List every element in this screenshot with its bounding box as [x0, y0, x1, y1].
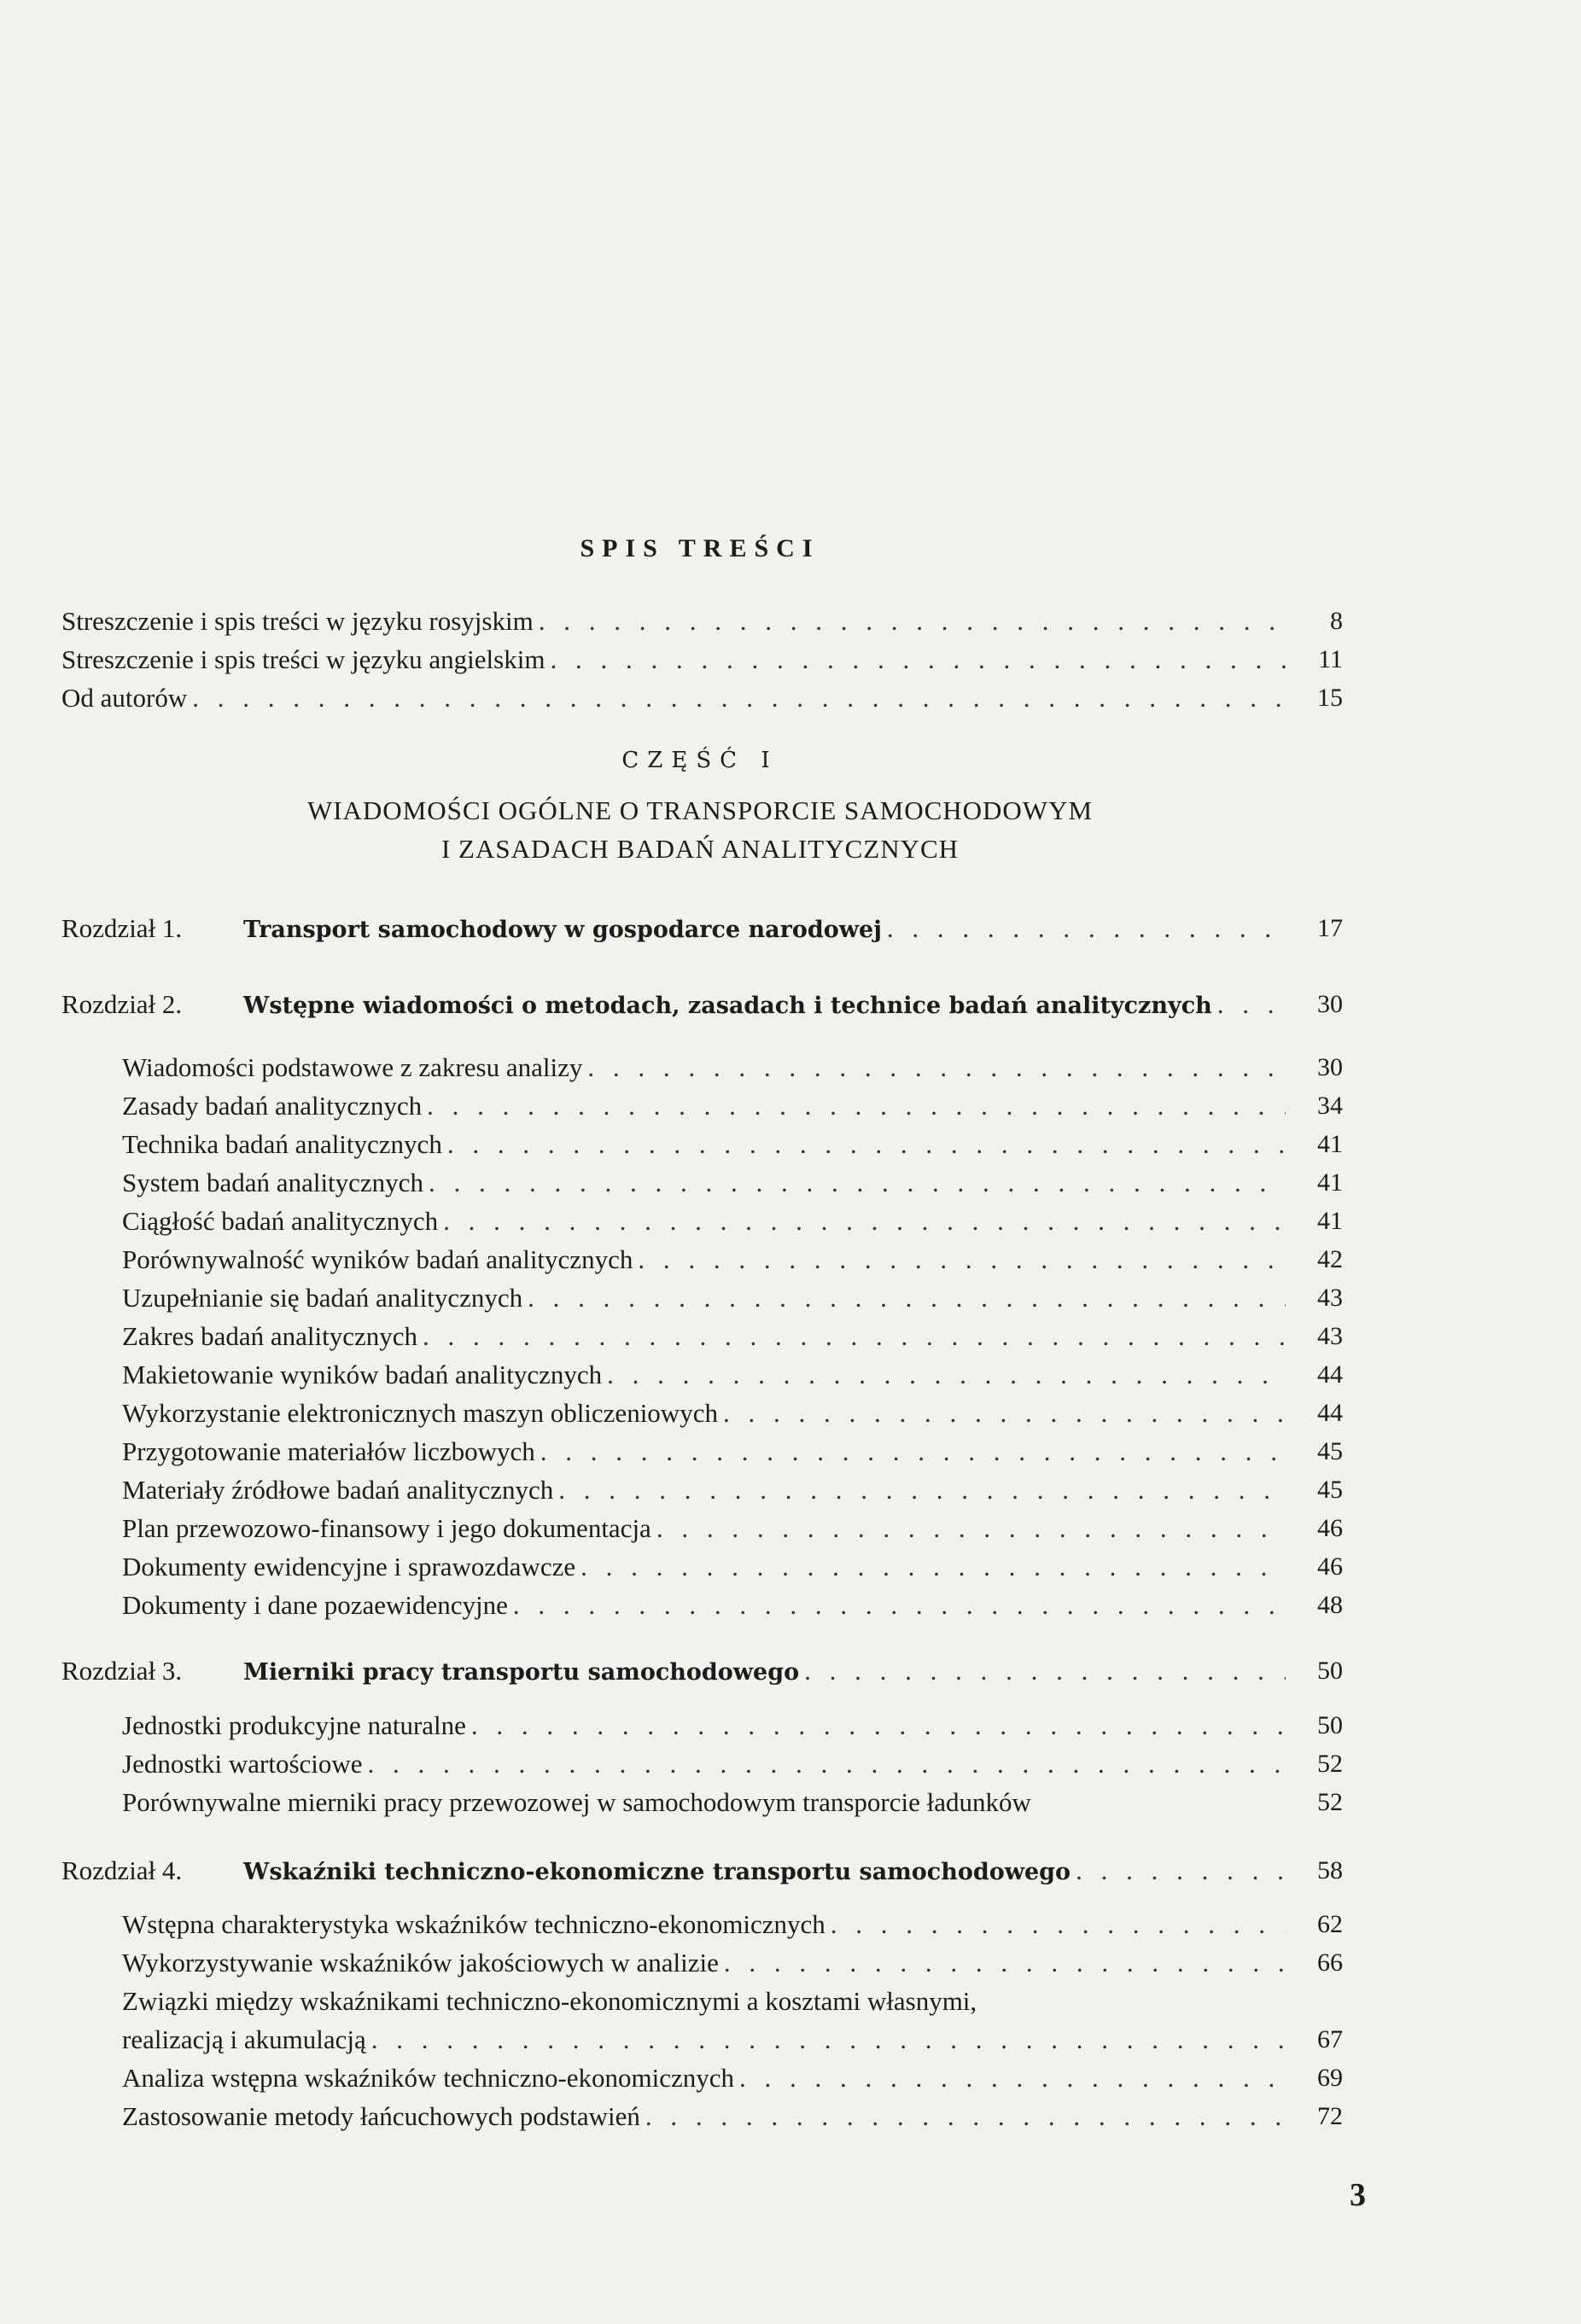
- section-page: 44: [1317, 1399, 1343, 1427]
- chapter-entry: [61, 1652, 1342, 1690]
- section-page: 45: [1317, 1437, 1343, 1465]
- section-entry: [122, 1745, 1342, 1783]
- section-text: Technika badań analitycznych: [122, 1129, 442, 1159]
- entry-text: Od autorów: [61, 683, 188, 713]
- chapter-entry: [61, 910, 1342, 947]
- chapter-label: Rozdział 3.: [61, 1656, 183, 1686]
- section-page: 41: [1317, 1168, 1343, 1197]
- section-page: 52: [1317, 1788, 1343, 1816]
- section-page: 45: [1317, 1476, 1343, 1504]
- section-text: Dokumenty ewidencyjne i sprawozdawcze: [122, 1552, 576, 1581]
- entry-page: 11: [1318, 645, 1343, 673]
- section-text: Wykorzystanie elektronicznych maszyn obliczeniowych: [122, 1398, 718, 1428]
- chapter-title: Transport samochodowy w gospodarce narodowej: [243, 917, 882, 943]
- section-page: 41: [1317, 1130, 1343, 1158]
- chapter-title: Mierniki pracy transportu samochodowego: [243, 1659, 800, 1686]
- part-title-line2: I ZASADACH BADAŃ ANALITYCZNYCH: [440, 834, 960, 864]
- section-entry: [122, 1203, 1342, 1240]
- section-entry: [122, 1356, 1342, 1394]
- section-entry: [122, 1164, 1342, 1202]
- section-page: 66: [1317, 1948, 1343, 1977]
- section-entry: [122, 1126, 1342, 1163]
- chapter-title: Wskaźniki techniczno-ekonomiczne transportu samochodowego: [243, 1859, 1071, 1885]
- section-page: 30: [1317, 1053, 1343, 1081]
- chapter-page: 17: [1317, 914, 1343, 942]
- chapter-entry: [61, 1852, 1342, 1890]
- section-entry: [122, 2098, 1342, 2135]
- section-text: Związki między wskaźnikami techniczno-ekonomicznymi a kosztami własnymi,: [122, 1986, 977, 2016]
- toc-entry: [61, 603, 1342, 640]
- section-text: Jednostki wartościowe: [122, 1749, 363, 1779]
- section-text: realizacją i akumulacją: [122, 2024, 366, 2054]
- section-page: 67: [1317, 2025, 1343, 2053]
- section-text: Przygotowanie materiałów liczbowych: [122, 1436, 535, 1466]
- chapter-page: 58: [1317, 1856, 1343, 1884]
- section-entry: [122, 1587, 1342, 1624]
- section-page: 43: [1317, 1284, 1343, 1312]
- section-entry: [122, 1318, 1342, 1355]
- section-text: Jednostki produkcyjne naturalne: [122, 1710, 466, 1740]
- section-entry: [122, 1471, 1342, 1509]
- section-entry: [122, 2059, 1342, 2097]
- section-entry: [122, 1983, 1342, 2020]
- entry-page: 15: [1317, 684, 1343, 712]
- chapter-label: Rozdział 2.: [61, 989, 183, 1019]
- section-entry: [122, 1433, 1342, 1471]
- section-text: Wiadomości podstawowe z zakresu analizy: [122, 1052, 583, 1082]
- part-label: CZĘŚĆ I: [621, 748, 779, 773]
- part-title-line1: WIADOMOŚCI OGÓLNE O TRANSPORCIE SAMOCHODOWYM: [306, 795, 1094, 825]
- section-page: 34: [1317, 1092, 1343, 1120]
- chapter-page: 30: [1317, 990, 1343, 1018]
- section-page: 46: [1317, 1552, 1343, 1581]
- section-entry: [122, 1279, 1342, 1317]
- section-text: System badań analitycznych: [122, 1168, 423, 1197]
- section-page: 44: [1317, 1360, 1343, 1389]
- section-page: 42: [1317, 1245, 1343, 1273]
- section-entry: [122, 1944, 1342, 1982]
- section-page: 41: [1317, 1207, 1343, 1235]
- entry-text: Streszczenie i spis treści w języku angielskim: [61, 644, 545, 674]
- section-page: 48: [1317, 1591, 1343, 1619]
- section-text: Porównywalność wyników badań analitycznych: [122, 1244, 633, 1274]
- section-text: Plan przewozowo-finansowy i jego dokumentacja: [122, 1513, 651, 1543]
- section-entry: [122, 1241, 1342, 1278]
- section-entry: [122, 2021, 1342, 2059]
- page-number: 3: [1350, 2177, 1366, 2213]
- section-text: Zastosowanie metody łańcuchowych podstawień: [122, 2101, 640, 2131]
- chapter-page: 50: [1317, 1657, 1343, 1685]
- section-page: 62: [1317, 1910, 1343, 1938]
- section-page: 46: [1317, 1514, 1343, 1542]
- section-text: Wstępna charakterystyka wskaźników techniczno-ekonomicznych: [122, 1909, 826, 1939]
- section-text: Materiały źródłowe badań analitycznych: [122, 1475, 554, 1505]
- section-text: Uzupełnianie się badań analitycznych: [122, 1283, 523, 1313]
- section-entry: [122, 1510, 1342, 1547]
- chapter-label: Rozdział 4.: [61, 1855, 183, 1885]
- section-page: 50: [1317, 1711, 1343, 1739]
- section-entry: [122, 1707, 1342, 1744]
- section-page: 43: [1317, 1322, 1343, 1350]
- chapter-title: Wstępne wiadomości o metodach, zasadach i technice badań analitycznych: [243, 993, 1212, 1019]
- entry-text: Streszczenie i spis treści w języku rosyjskim: [61, 606, 534, 636]
- section-entry: [122, 1906, 1342, 1943]
- section-page: 52: [1317, 1750, 1343, 1778]
- toc-entry: [61, 679, 1342, 717]
- section-text: Porównywalne mierniki pracy przewozowej w samochodowym transporcie ładunków: [122, 1787, 1031, 1817]
- toc-entry: [61, 641, 1342, 679]
- chapter-entry: [61, 986, 1342, 1023]
- section-text: Analiza wstępna wskaźników techniczno-ekonomicznych: [122, 2063, 735, 2093]
- section-entry: [122, 1395, 1342, 1432]
- section-entry: [122, 1784, 1342, 1821]
- section-text: Dokumenty i dane pozaewidencyjne: [122, 1590, 508, 1620]
- chapter-label: Rozdział 1.: [61, 913, 183, 943]
- section-entry: [122, 1548, 1342, 1586]
- section-text: Zakres badań analitycznych: [122, 1321, 417, 1351]
- section-page: 72: [1317, 2102, 1343, 2130]
- section-text: Wykorzystywanie wskaźników jakościowych w analizie: [122, 1948, 719, 1977]
- section-entry: [122, 1049, 1342, 1086]
- section-text: Makietowanie wyników badań analitycznych: [122, 1360, 603, 1389]
- section-text: Ciągłość badań analitycznych: [122, 1206, 439, 1236]
- section-entry: [122, 1087, 1342, 1125]
- page-title: SPIS TREŚCI: [580, 534, 820, 562]
- section-page: 69: [1317, 2064, 1343, 2092]
- section-text: Zasady badań analitycznych: [122, 1091, 423, 1121]
- entry-page: 8: [1330, 607, 1343, 635]
